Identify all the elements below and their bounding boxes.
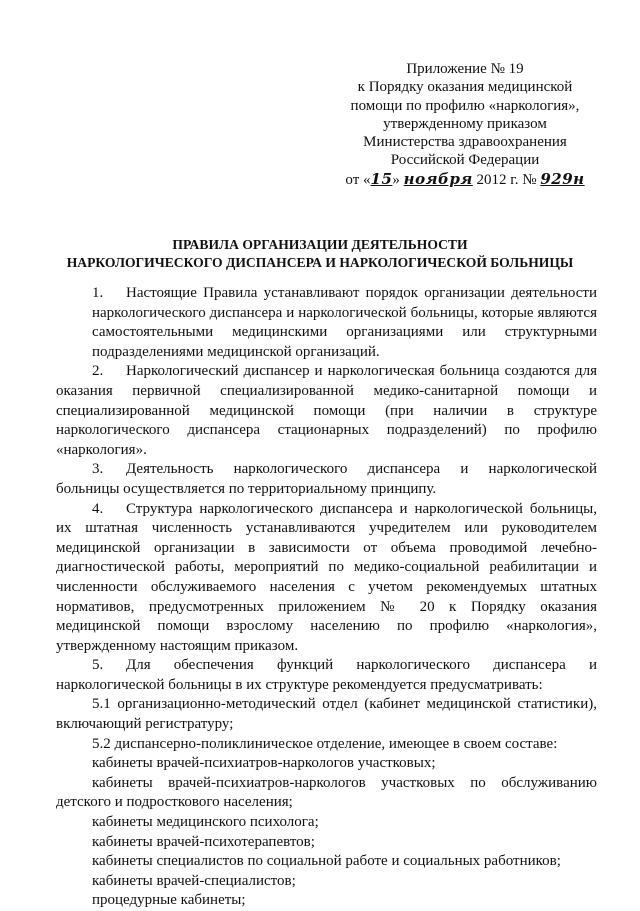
subitem-5-2: 5.2 диспансерно-поликлиническое отделение, имеющее в своем составе: — [92, 735, 558, 752]
list-item: кабинеты врачей-психиатров-наркологов участковых по обслуживанию детского и подросткового населения; — [56, 774, 597, 811]
list-item: кабинеты врачей-психотерапевтов; — [92, 833, 315, 850]
date-prefix: от « — [345, 171, 371, 188]
paragraph-text: Для обеспечения функций наркологического диспансера и наркологической больницы в их структуре рекомендуется предусматривать: — [56, 657, 597, 693]
paragraph-text: Наркологический диспансер и наркологическая больница создаются для оказания первичной специализированной медико-санитарной помощи и специализированной медицинской помощи (при наличии в структуре наркологического диспансера стационарных подразделений) по профилю «наркология». — [56, 363, 597, 458]
document-title — [0, 236, 640, 272]
title-line-2: НАРКОЛОГИЧЕСКОГО ДИСПАНСЕРА И НАРКОЛОГИЧЕСКОЙ БОЛЬНИЦЫ — [66, 255, 574, 270]
paragraph-5 — [56, 656, 597, 695]
paragraph-1 — [92, 284, 597, 362]
document-body — [56, 284, 597, 911]
paragraph-text: Структура наркологического диспансера и наркологической больницы, их штатная численность устанавливаются учредителем или руководителем медицинской организации в зависимости от объема проводимой лечебно-диагностической работы, мероприятий по медико-социальной реабилитации и численности обслуживаемого населения с учетом рекомендуемых штатных нормативов, предусмотренных приложением № 20 к Порядку оказания медицинской помощи взрослому населению по профилю «наркология», утвержденному настоящим приказом. — [56, 500, 597, 654]
handwritten-month: ноября — [403, 169, 473, 188]
appendix-header — [330, 60, 600, 189]
list-item: процедурные кабинеты; — [92, 892, 246, 909]
appendix-line: Российской Федерации — [390, 152, 540, 169]
handwritten-number: 929н — [540, 169, 585, 188]
paragraph-number: 4. — [92, 500, 104, 517]
appendix-line: помощи по профилю «наркология», — [350, 97, 580, 114]
subitem-5-1: 5.1 организационно-методический отдел (кабинет медицинской статистики), включающий регистратуру; — [56, 696, 597, 733]
list-item: кабинеты врачей-специалистов; — [92, 872, 296, 889]
appendix-line: Приложение № 19 — [406, 61, 524, 77]
paragraph-text: Настоящие Правила устанавливают порядок организации деятельности наркологического диспансера и наркологической больницы, которые являются самостоятельными медицинскими организациями или структурными подразделениями медицинской организаций. — [92, 285, 597, 360]
paragraph-number: 3. — [92, 461, 104, 478]
list-item: кабинеты медицинского психолога; — [92, 814, 319, 831]
paragraph-text: Деятельность наркологического диспансера и наркологической больницы осуществляется по территориальному принципу. — [56, 461, 597, 497]
year-text: 2012 г. № — [476, 171, 537, 188]
paragraph-number: 5. — [92, 657, 104, 674]
appendix-line: к Порядку оказания медицинской — [357, 79, 573, 96]
date-mid: » — [392, 171, 400, 188]
paragraph-number: 2. — [92, 363, 104, 380]
paragraph-4 — [56, 500, 597, 657]
paragraph-3 — [56, 460, 597, 499]
order-date-line — [330, 170, 600, 189]
paragraph-2 — [56, 362, 597, 460]
appendix-line: утвержденному приказом — [383, 115, 547, 132]
appendix-line: Министерства здравоохранения — [363, 134, 567, 151]
list-item: кабинеты специалистов по социальной работе и социальных работников; — [92, 853, 561, 870]
paragraph-number: 1. — [92, 285, 104, 301]
title-line-1: ПРАВИЛА ОРГАНИЗАЦИИ ДЕЯТЕЛЬНОСТИ — [172, 237, 468, 252]
list-item: кабинеты врачей-психиатров-наркологов участковых; — [92, 755, 436, 772]
handwritten-day: 15 — [370, 169, 393, 188]
